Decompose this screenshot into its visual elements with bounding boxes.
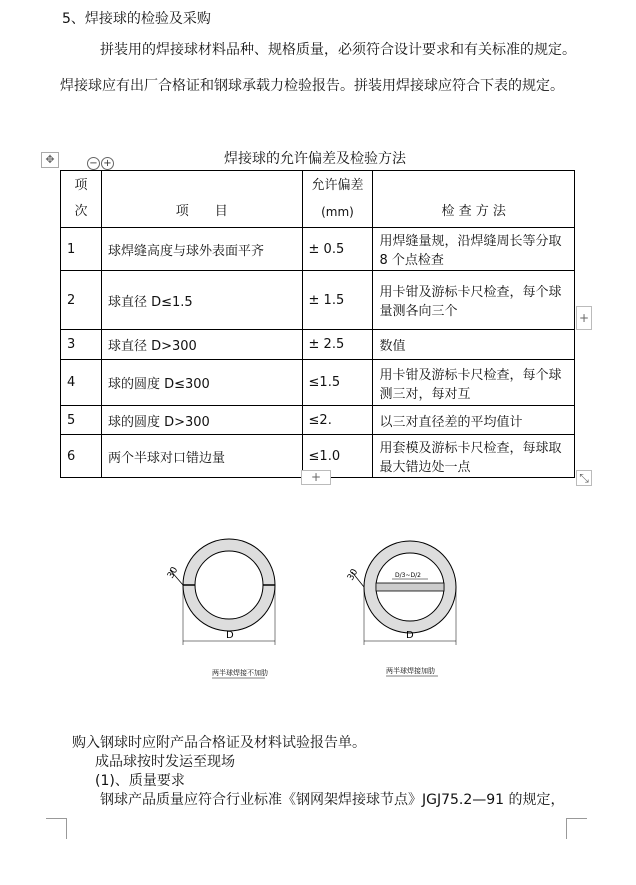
row-method: 用套模及游标卡尺检查，每球取最大错边处一点 (373, 435, 575, 478)
row-method: 用卡钳及游标卡尺检查，每个球测三对，每对互 (373, 360, 575, 406)
rib-width-label: D/3~D/2 (395, 572, 421, 579)
row-tolerance: ± 0.5 (302, 228, 373, 271)
row-no: 6 (61, 435, 102, 478)
row-tolerance: ≤2. (302, 406, 373, 435)
body-line-4: 钢球产品质量应符合行业标准《钢网架焊接球节点》JGJ75.2—91 的规定， (100, 792, 565, 808)
body-line-2: 成品球按时发运至现场 (95, 754, 235, 770)
row-item: 球焊缝高度与球外表面平齐 (101, 228, 302, 271)
diagram-caption: 两半球焊接不加肋 (212, 669, 268, 677)
row-method: 以三对直径差的平均值计 (373, 406, 575, 435)
row-tolerance: ≤1.0 (302, 435, 373, 478)
row-item: 球直径 D≤1.5 (101, 271, 302, 330)
diagram-caption: 两半球焊接加肋 (386, 667, 435, 675)
header-item: 项 目 (101, 171, 302, 228)
remove-column-icon[interactable]: − (87, 157, 100, 170)
header-no: 项 次 (61, 171, 102, 228)
header-method: 检 查 方 法 (373, 171, 575, 228)
page-corner-mark-left (46, 818, 67, 839)
row-no: 5 (61, 406, 102, 435)
row-no: 2 (61, 271, 102, 330)
row-method: 用焊缝量规，沿焊缝周长等分取 8 个点检查 (373, 228, 575, 271)
table-row (61, 228, 575, 271)
tolerance-table (60, 170, 575, 478)
add-column-icon[interactable]: + (101, 157, 114, 170)
row-tolerance: ± 2.5 (302, 330, 373, 360)
intro-paragraph: 拼装用的焊接球材料品种、规格质量，必须符合设计要求和有关标准的规定。焊接球应有出厂合格证和钢球承载力检验报告。拼装用焊接球应符合下表的规定。 (60, 42, 576, 94)
table-move-icon[interactable]: ✥ (41, 152, 59, 168)
sphere-inner (195, 551, 263, 619)
section-heading: 5、焊接球的检验及采购 (62, 11, 211, 27)
diagram-with-rib (340, 535, 480, 685)
row-no: 3 (61, 330, 102, 360)
table-row (61, 360, 575, 406)
row-item: 两个半球对口错边量 (101, 435, 302, 478)
table-caption: 焊接球的允许偏差及检验方法 (224, 151, 406, 167)
row-method: 用卡钳及游标卡尺检查，每个球量测各向三个 (373, 271, 575, 330)
table-header-row (61, 171, 575, 228)
dimension-label: D (226, 630, 234, 641)
row-item: 球直径 D>300 (101, 330, 302, 360)
row-no: 1 (61, 228, 102, 271)
table-resize-icon[interactable]: ⤡ (576, 470, 592, 486)
row-method: 数值 (373, 330, 575, 360)
table-row (61, 271, 575, 330)
page-corner-mark-right (566, 818, 587, 839)
header-tolerance: 允许偏差 (mm) (302, 171, 373, 228)
row-tolerance: ≤1.5 (302, 360, 373, 406)
body-line-3: (1)、质量要求 (95, 773, 185, 789)
add-row-right-button[interactable]: + (576, 306, 592, 330)
angle-label: 30 (345, 567, 361, 583)
row-no: 4 (61, 360, 102, 406)
rib-plate (376, 583, 444, 591)
row-tolerance: ± 1.5 (302, 271, 373, 330)
angle-label: 30 (165, 565, 181, 581)
diagram-no-rib (160, 535, 300, 685)
table-row (61, 406, 575, 435)
table-row (61, 330, 575, 360)
row-item: 球的圆度 D≤300 (101, 360, 302, 406)
row-item: 球的圆度 D>300 (101, 406, 302, 435)
dimension-label: D (406, 630, 414, 641)
add-row-bottom-button[interactable]: + (301, 470, 331, 485)
body-line-1: 购入钢球时应附产品合格证及材料试验报告单。 (72, 735, 366, 751)
